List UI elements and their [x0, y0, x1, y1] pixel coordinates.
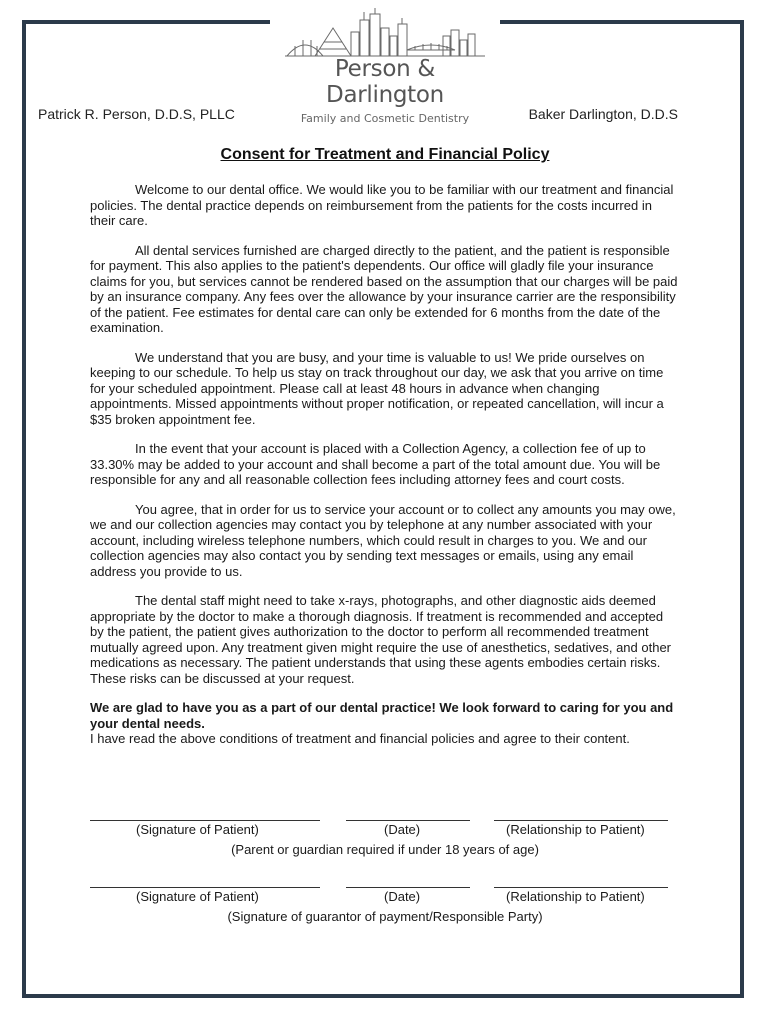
right-practitioner: Baker Darlington, D.D.S [528, 106, 678, 122]
guarantor-note: (Signature of guarantor of payment/Responsible Party) [227, 909, 543, 924]
relationship-line[interactable] [494, 873, 668, 888]
paragraph-collection: In the event that your account is placed with a Collection Agency, a collection fee of up to 33.30% may be added to your account and shall become a part of the total amount due. You will be responsible for any and all reasonable collection fees including attorney fees and court costs. [90, 441, 661, 487]
date-label: (Date) [384, 822, 421, 837]
practice-name: Person & Darlington [326, 56, 444, 108]
document-body [90, 182, 680, 747]
agreement-statement: I have read the above conditions of treatment and financial policies and agree to their content. [90, 731, 630, 746]
signature-block-guarantor [90, 873, 680, 924]
paragraph-appointments: We understand that you are busy, and your time is valuable to us! We pride ourselves on keeping to our schedule. To help us stay on track throughout our day, we ask that you arrive on time for your scheduled appointment. Please call at least 48 hours in advance when changing appointments. Missed appointments without proper notification, or repeated cancellation, will incur a $35 broken appointment fee. [90, 349, 664, 427]
city-skyline-icon [285, 6, 485, 58]
signature-block-patient [90, 806, 680, 857]
paragraph-diagnosis: The dental staff might need to take x-rays, photographs, and other diagnostic aids deemed appropriate by the doctor to make a thorough diagnosis. If treatment is recommended and accepted by the patient, the patient gives authorization to the doctor to perform all recommended treatment mutually agreed upon. Any treatment given might require the use of anesthetics, sedatives, and other medications as necessary. The patient understands that using these agents embodies certain risks. These risks can be discussed at your request. [90, 593, 672, 686]
closing-statement: We are glad to have you as a part of our dental practice! We look forward to caring for you and your dental needs. [90, 700, 674, 731]
paragraph-payment: All dental services furnished are charged directly to the patient, and the patient is responsible for payment. This also applies to the patient's dependents. Our office will gladly file your insurance claims for you, but services cannot be rendered based on the assumption that our charges will be paid by an insurance company. Any fees over the allowance by your insurance carrier are the responsibility of the patient. Fee estimates for dental care can only be extended for 6 months from the date of the examination. [90, 242, 678, 335]
date-line[interactable] [346, 873, 470, 888]
practice-subtitle: Family and Cosmetic Dentistry [300, 112, 470, 125]
date-line[interactable] [346, 806, 470, 821]
document-title: Consent for Treatment and Financial Policy [220, 146, 550, 163]
patient-signature-label: (Signature of Patient) [136, 822, 259, 837]
patient-signature-label: (Signature of Patient) [136, 889, 259, 904]
guardian-note: (Parent or guardian required if under 18 years of age) [231, 842, 539, 857]
patient-signature-line[interactable] [90, 873, 320, 888]
practice-logo [275, 6, 495, 125]
date-label: (Date) [384, 889, 421, 904]
relationship-label: (Relationship to Patient) [506, 889, 645, 904]
relationship-line[interactable] [494, 806, 668, 821]
paragraph-welcome: Welcome to our dental office. We would like you to be familiar with our treatment and financial policies. The dental practice depends on reimbursement from the patients for the costs incurred in their care. [90, 182, 674, 228]
left-practitioner: Patrick R. Person, D.D.S, PLLC [38, 106, 235, 122]
patient-signature-line[interactable] [90, 806, 320, 821]
relationship-label: (Relationship to Patient) [506, 822, 645, 837]
paragraph-contact: You agree, that in order for us to service your account or to collect any amounts you may owe, we and our collection agencies may contact you by telephone at any number associated with your account, including wireless telephone numbers, which could result in charges to you. We and our collection agencies may also contact you by sending text messages or emails, using any email address you provide to us. [90, 501, 676, 579]
